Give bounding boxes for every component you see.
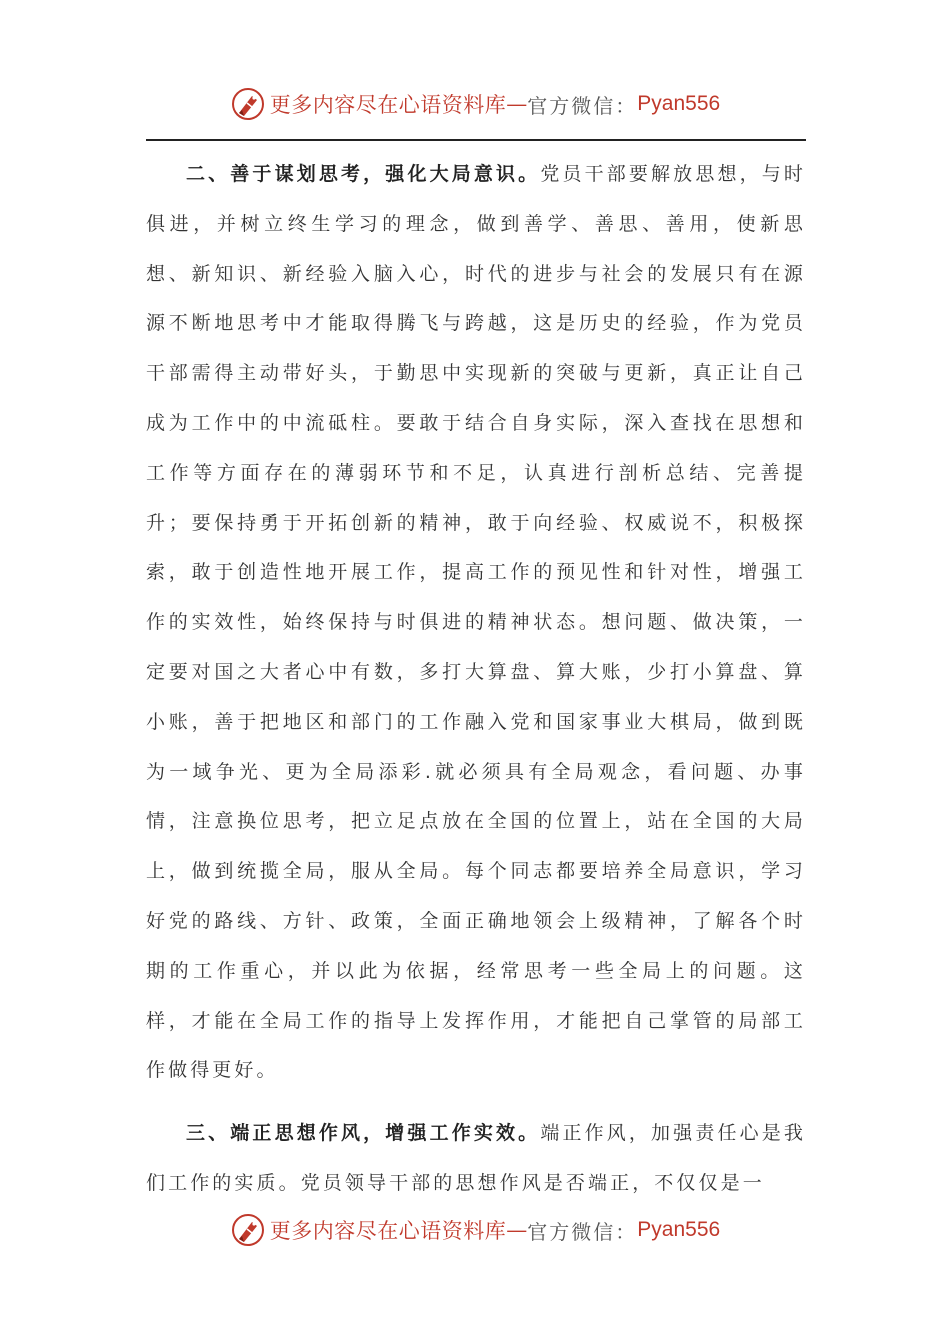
pen-nib-logo-icon xyxy=(230,1212,266,1248)
header-divider xyxy=(146,139,806,141)
paragraph-section-two xyxy=(146,150,806,1096)
banner-wechat-label: 官方微信： xyxy=(527,1219,638,1244)
banner-wechat-id: Pyan556 xyxy=(637,1218,721,1241)
banner-wechat-id: Pyan556 xyxy=(637,92,721,115)
paragraph-text: 党员干部要解放思想，与时俱进，并树立终生学习的理念，做到善学、善思、善用，使新思想、新知识、新经验入脑入心，时代的进步与社会的发展只有在源源不断地思考中才能取得腾飞与跨越，这是历史的经验，作为党员干部需得主动带好头，于勤思中实现新的突破与更新，真正让自己成为工作中的中流砥柱。要敢于结合自身实际，深入查找在思想和工作等方面存在的薄弱环节和不足，认真进行剖析总结、完善提升；要保持勇于开拓创新的精神，敢于向经验、权威说不，积极探索，敢于创造性地开展工作，提高工作的预见性和针对性，增强工作的实效性，始终保持与时俱进的精神状态。想问题、做决策，一定要对国之大者心中有数，多打大算盘、算大账，少打小算盘、算小账，善于把地区和部门的工作融入党和国家事业大棋局，做到既为一域争光、更为全局添彩.就必须具有全局观念，看问题、办事情，注意换位思考，把立足点放在全国的位置上，站在全国的大局上，做到统揽全局，服从全局。每个同志都要培养全局意识，学习好党的路线、方针、政策，全面正确地领会上级精神，了解各个时期的工作重心，并以此为依据，经常思考一些全局上的问题。这样，才能在全局工作的指导上发挥作用，才能把自己掌管的局部工作做得更好。 xyxy=(146,163,806,1082)
header-banner xyxy=(0,84,950,124)
banner-separator: — xyxy=(506,1218,528,1242)
paragraph-section-three xyxy=(146,1109,806,1209)
section-heading: 二、善于谋划思考，强化大局意识。 xyxy=(186,163,541,185)
document-body xyxy=(146,150,806,1209)
section-heading: 三、端正思想作风，增强工作实效。 xyxy=(186,1122,541,1145)
banner-wechat-label: 官方微信： xyxy=(527,93,638,118)
banner-text: 更多内容尽在心语资料库 xyxy=(269,93,507,117)
banner-separator: — xyxy=(506,92,528,116)
paragraph-text: 端正作风，加强责任心是我们工作的实质。党员领导干部的思想作风是否端正，不仅仅是一 xyxy=(146,1122,806,1194)
pen-nib-logo-icon xyxy=(230,86,266,122)
footer-banner xyxy=(0,1210,950,1250)
banner-text: 更多内容尽在心语资料库 xyxy=(269,1219,507,1243)
